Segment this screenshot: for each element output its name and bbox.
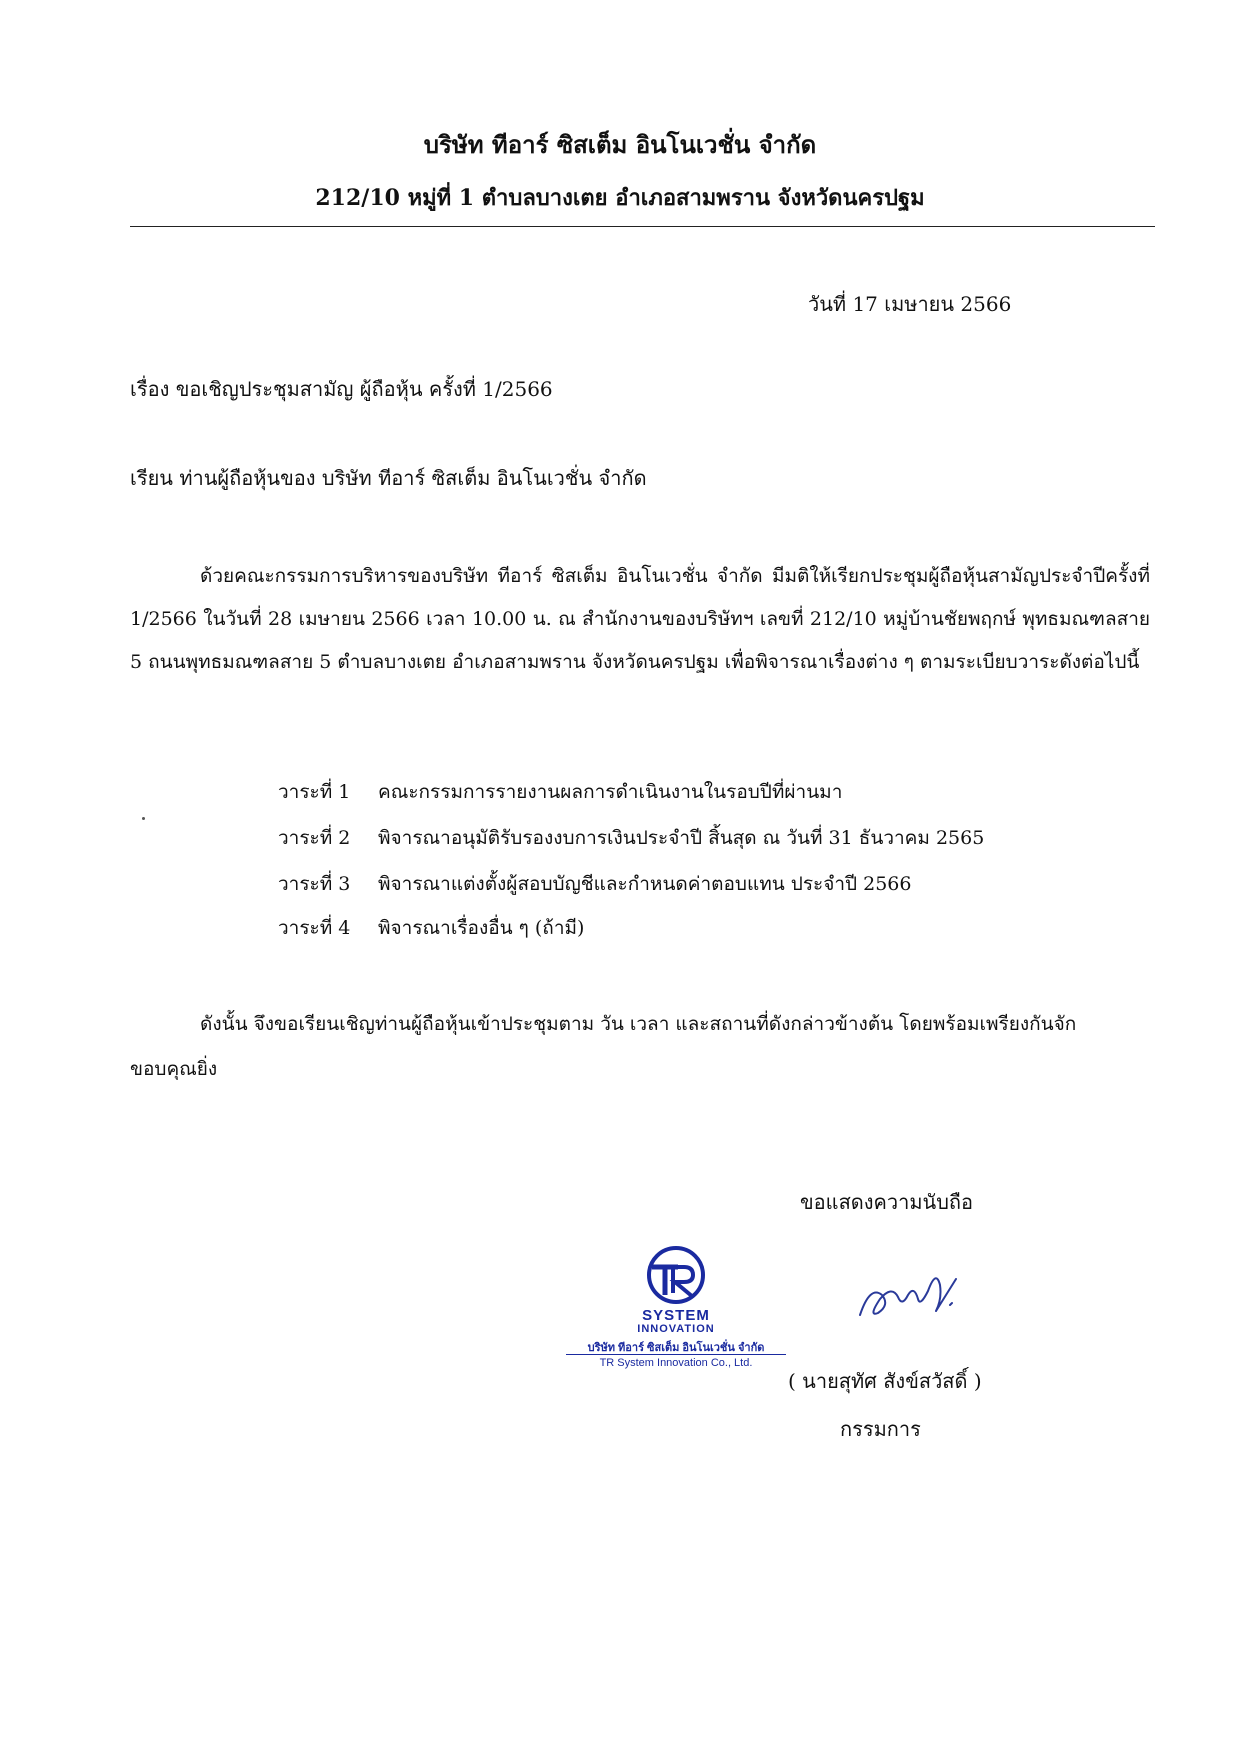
seal-divider xyxy=(566,1354,786,1355)
body-paragraph: ด้วยคณะกรรมการบริหารของบริษัท ทีอาร์ ซิสเต็ม อินโนเวชั่น จำกัด มีมติให้เรียกประชุมผู้ถือหุ้นสามัญประจำปีครั้งที่ 1/2566 ในวันที่ 28 เมษายน 2566 เวลา 10.00 น. ณ สำนักงานของบริษัทฯ เลขที่ 212/10 หมู่บ้านชัยพฤกษ์ พุทธมณฑลสาย 5 ถนนพุทธมณฑลสาย 5 ตำบลบางเตย อำเภอสามพราน จังหวัดนครปฐม เพื่อพิจารณาเรื่องต่าง ๆ ตามระเบียบวาระดังต่อไปนี้ xyxy=(130,565,1150,673)
signer-title: กรรมการ xyxy=(840,1417,921,1441)
agenda-number: วาระที่ 1 xyxy=(278,781,351,803)
agenda-number: วาระที่ 3 xyxy=(278,873,351,895)
seal-english-name: TR System Innovation Co., Ltd. xyxy=(599,1357,753,1369)
agenda-number: วาระที่ 2 xyxy=(278,827,351,849)
subject-line: เรื่อง ขอเชิญประชุมสามัญ ผู้ถือหุ้น ครั้งที่ 1/2566 xyxy=(130,377,553,401)
agenda-text: พิจารณาอนุมัติรับรองงบการเงินประจำปี สิ้นสุด ณ วันที่ 31 ธันวาคม 2565 xyxy=(378,827,985,849)
agenda-text: คณะกรรมการรายงานผลการดำเนินงานในรอบปีที่ผ่านมา xyxy=(378,781,843,803)
agenda-item xyxy=(278,869,911,899)
seal-innovation-text: INNOVATION xyxy=(637,1323,715,1335)
closing-paragraph: ดังนั้น จึงขอเรียนเชิญท่านผู้ถือหุ้นเข้าประชุมตาม วัน เวลา และสถานที่ดังกล่าวข้างต้น โดยพร้อมเพรียงกันจักขอบคุณยิ่ง xyxy=(130,1013,1077,1080)
header-divider xyxy=(130,226,1155,227)
company-address: 212/10 หมู่ที่ 1 ตำบลบางเตย อำเภอสามพราน จังหวัดนครปฐม xyxy=(315,185,925,211)
tr-logo-icon xyxy=(556,1245,796,1307)
agenda-number: วาระที่ 4 xyxy=(278,917,351,939)
seal-thai-name: บริษัท ทีอาร์ ซิสเต็ม อินโนเวชั่น จำกัด xyxy=(587,1342,765,1354)
scan-speck xyxy=(142,817,145,820)
company-seal xyxy=(556,1245,796,1375)
agenda-item xyxy=(278,823,984,853)
signer-name: ( นายสุทัศ สังข์สวัสดิ์ ) xyxy=(788,1369,982,1393)
company-name: บริษัท ทีอาร์ ซิสเต็ม อินโนเวชั่น จำกัด xyxy=(423,130,817,159)
agenda-item xyxy=(278,777,842,807)
letter-date: วันที่ 17 เมษายน 2566 xyxy=(808,292,1012,316)
agenda-text: พิจารณาแต่งตั้งผู้สอบบัญชีและกำหนดค่าตอบแทน ประจำปี 2566 xyxy=(378,873,912,895)
seal-system-text: SYSTEM xyxy=(642,1307,710,1324)
handwritten-signature xyxy=(850,1255,970,1335)
regards-line: ขอแสดงความนับถือ xyxy=(800,1190,974,1214)
agenda-text: พิจารณาเรื่องอื่น ๆ (ถ้ามี) xyxy=(378,917,585,939)
agenda-item xyxy=(278,913,584,943)
recipient-line: เรียน ท่านผู้ถือหุ้นของ บริษัท ทีอาร์ ซิสเต็ม อินโนเวชั่น จำกัด xyxy=(130,466,647,490)
